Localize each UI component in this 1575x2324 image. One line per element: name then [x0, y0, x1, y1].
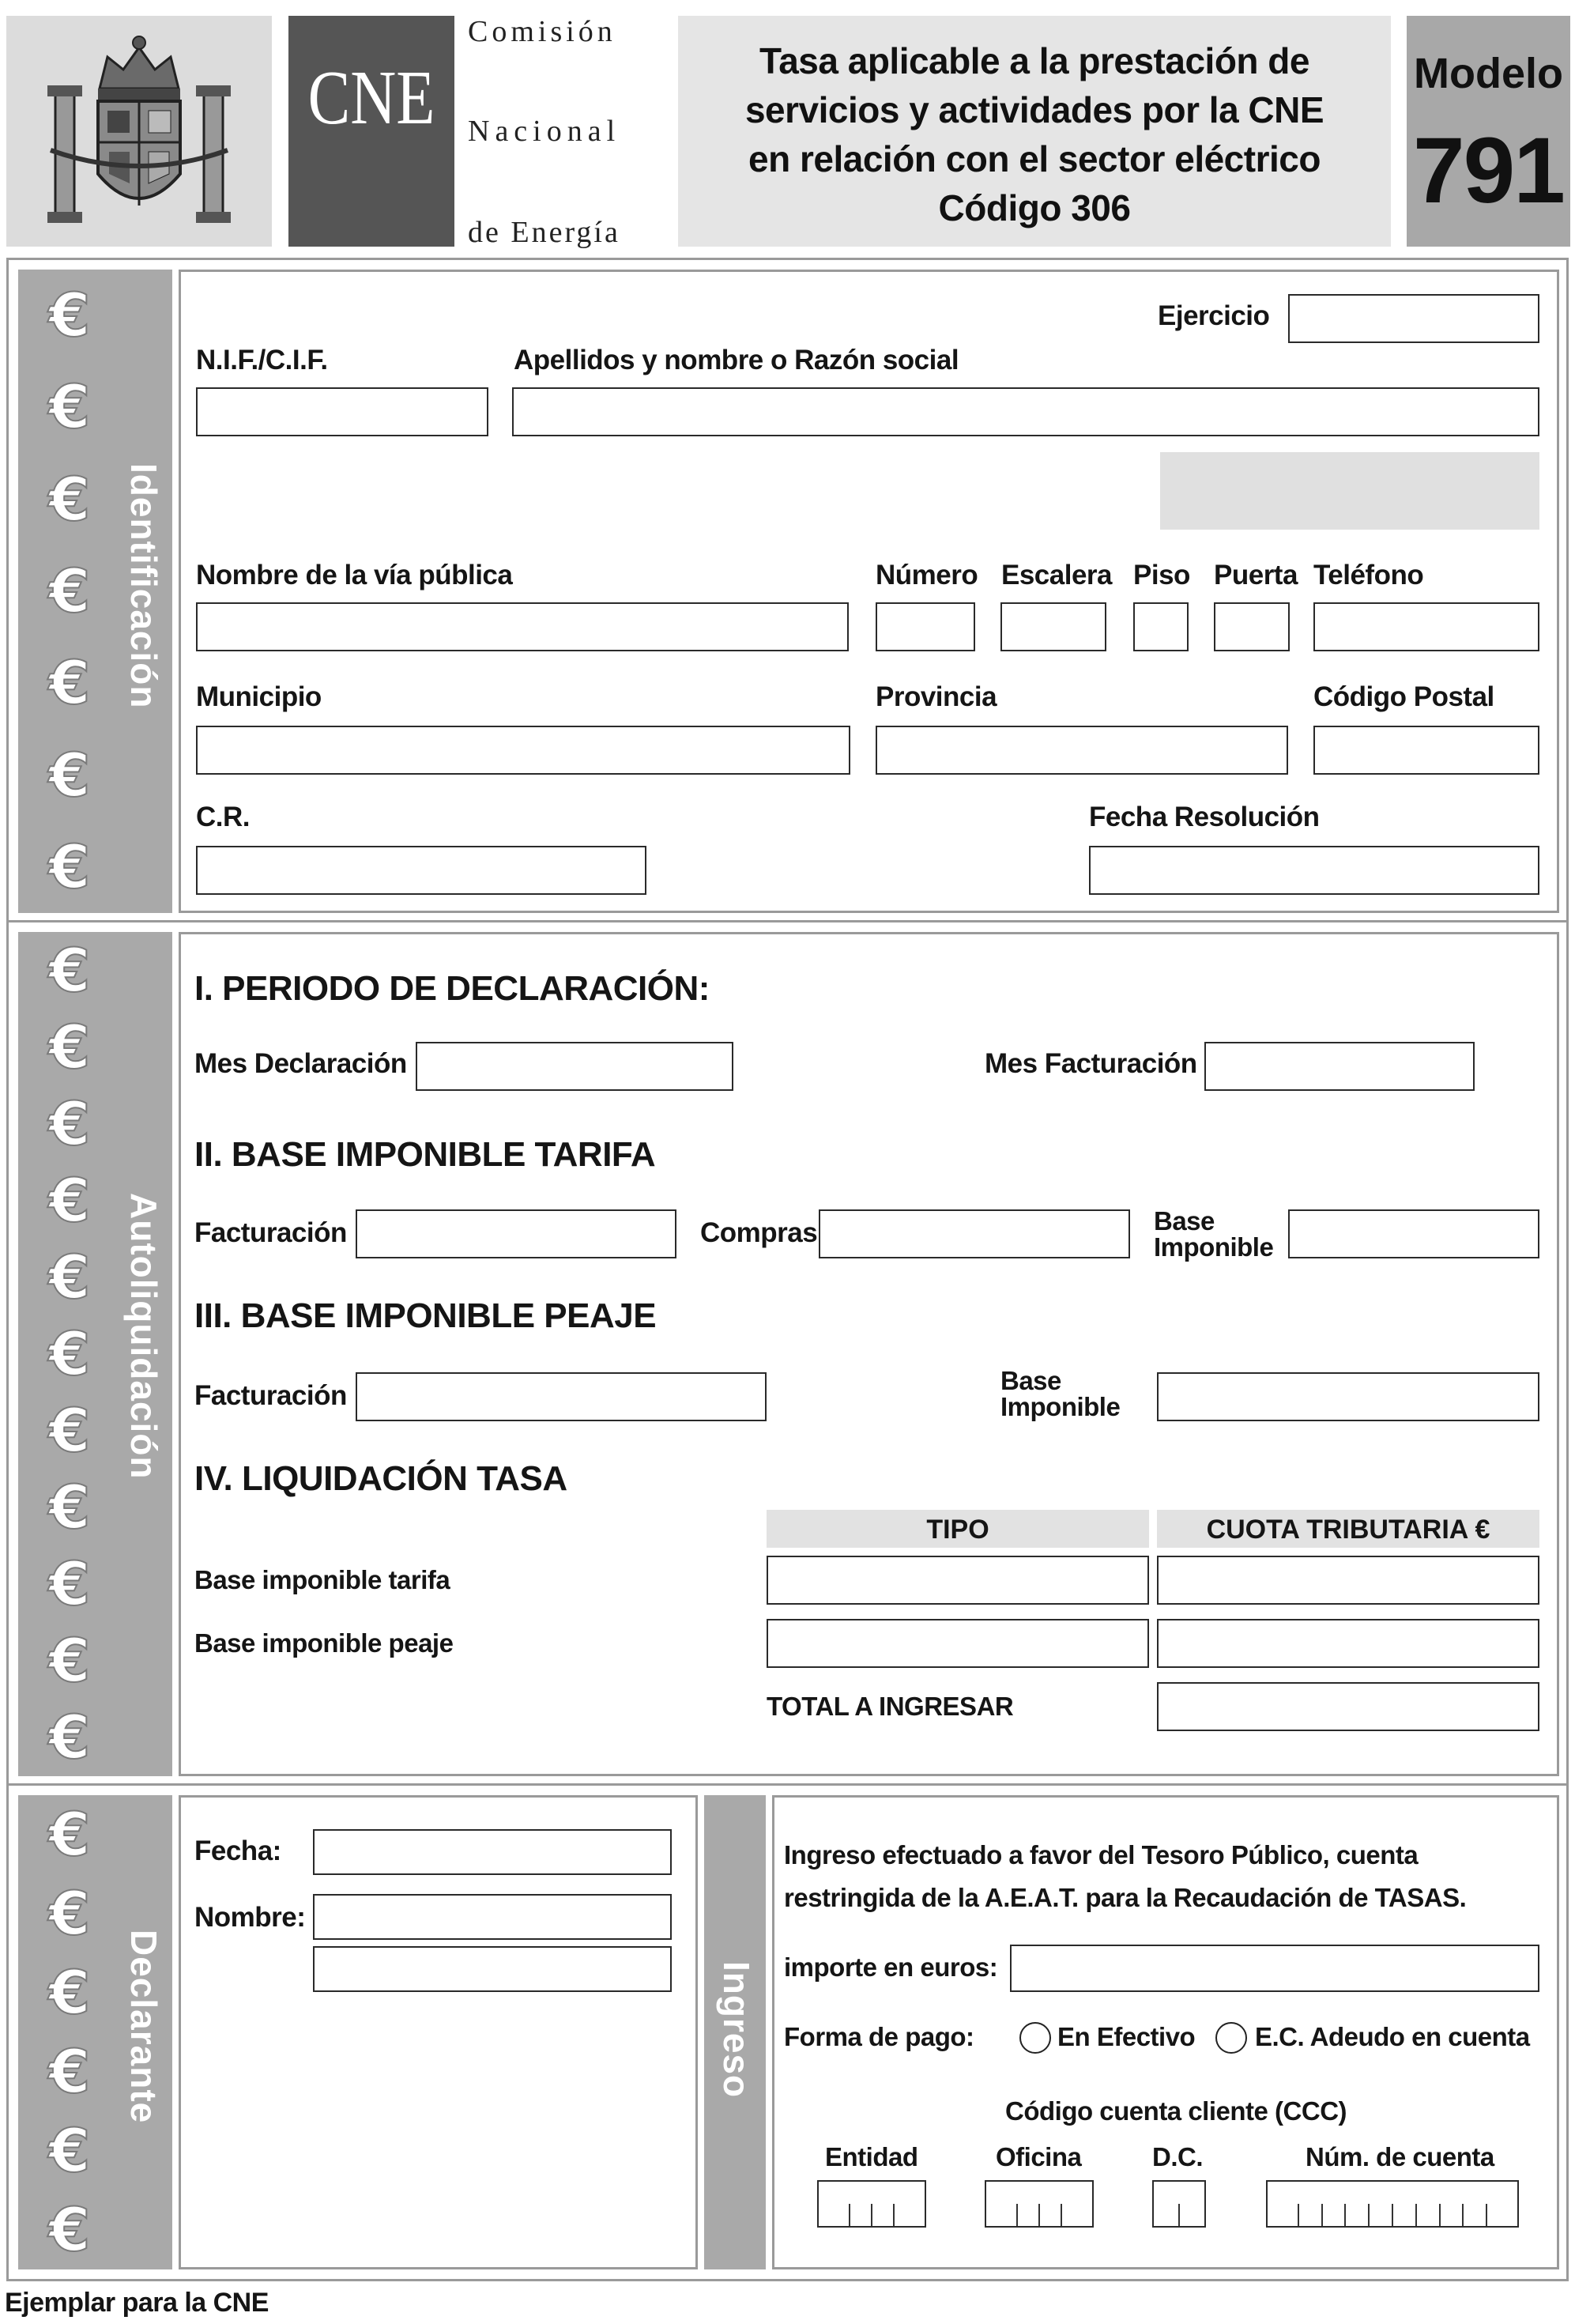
- piso-label: Piso: [1133, 560, 1190, 590]
- fecha-resolucion-label: Fecha Resolución: [1089, 802, 1320, 832]
- total-ingresar-label: TOTAL A INGRESAR: [767, 1692, 1014, 1721]
- numero-field[interactable]: [876, 602, 975, 651]
- codigo-postal-field[interactable]: [1313, 726, 1539, 775]
- declarante-side-bar: [18, 1795, 172, 2269]
- entidad-label: Entidad: [825, 2142, 918, 2171]
- coat-of-arms-icon: [6, 16, 272, 247]
- tarifa-facturacion-field[interactable]: [356, 1209, 676, 1258]
- euro-icon: €: [48, 1088, 91, 1159]
- euro-icon: €: [48, 1878, 91, 1949]
- euro-icon: €: [48, 831, 91, 902]
- puerta-label: Puerta: [1214, 560, 1298, 590]
- peaje-base-imponible-field[interactable]: [1157, 1372, 1539, 1421]
- identificacion-side-label: Identificación: [123, 463, 164, 709]
- base-word: Base: [1154, 1206, 1215, 1236]
- model-label: Modelo: [1414, 50, 1563, 97]
- title-line-1: Tasa aplicable a la prestación de: [759, 40, 1309, 81]
- peaje-facturacion-field[interactable]: [356, 1372, 767, 1421]
- en-efectivo-label: En Efectivo: [1057, 2022, 1196, 2051]
- imponible-word: Imponible: [1000, 1392, 1121, 1421]
- cr-field[interactable]: [196, 846, 646, 895]
- total-ingresar-field[interactable]: [1157, 1682, 1539, 1731]
- euro-column: [18, 270, 121, 913]
- ejercicio-label: Ejercicio: [1158, 300, 1270, 331]
- fecha-label: Fecha:: [194, 1835, 281, 1866]
- euro-icon: €: [48, 2036, 91, 2107]
- compras-label: Compras: [700, 1217, 818, 1248]
- peaje-facturacion-label: Facturación: [194, 1380, 347, 1411]
- cr-label: C.R.: [196, 802, 250, 832]
- euro-column: [18, 932, 121, 1776]
- base-word: Base: [1000, 1366, 1061, 1395]
- piso-field[interactable]: [1133, 602, 1189, 651]
- agency-line-1: Comisión: [468, 15, 616, 48]
- numero-label: Número: [876, 560, 978, 590]
- escalera-label: Escalera: [1001, 560, 1113, 590]
- codigo-postal-label: Código Postal: [1313, 681, 1494, 712]
- via-publica-field[interactable]: [196, 602, 849, 651]
- oficina-label: Oficina: [996, 2142, 1082, 2171]
- provincia-field[interactable]: [876, 726, 1288, 775]
- fecha-resolucion-field[interactable]: [1089, 846, 1539, 895]
- agency-name: [466, 8, 664, 253]
- dc-field[interactable]: [1152, 2180, 1206, 2228]
- municipio-label: Municipio: [196, 681, 322, 712]
- tarifa-cuota-field[interactable]: [1157, 1556, 1539, 1605]
- ingreso-side-bar: [704, 1795, 766, 2269]
- tarifa-tipo-field[interactable]: [767, 1556, 1149, 1605]
- reserved-shaded-area: [1160, 452, 1539, 530]
- en-efectivo-radio[interactable]: [1019, 2022, 1051, 2054]
- forma-pago-label: Forma de pago:: [784, 2022, 974, 2051]
- ccc-label: Código cuenta cliente (CCC): [1005, 2096, 1347, 2126]
- nombre-field[interactable]: [313, 1894, 672, 1940]
- euro-icon: €: [48, 1957, 91, 2028]
- num-cuenta-field[interactable]: [1266, 2180, 1519, 2228]
- base-tarifa-title: II. BASE IMPONIBLE TARIFA: [194, 1135, 656, 1174]
- mes-declaracion-label: Mes Declaración: [194, 1048, 407, 1079]
- nombre-label: Nombre:: [194, 1902, 306, 1933]
- euro-icon: €: [48, 1472, 91, 1543]
- euro-icon: €: [48, 555, 91, 626]
- title-line-2: servicios y actividades por la CNE: [744, 89, 1324, 130]
- euro-icon: €: [48, 934, 91, 1005]
- euro-icon: €: [48, 2115, 91, 2186]
- ejercicio-field[interactable]: [1288, 294, 1539, 343]
- cuota-header-text: CUOTA TRIBUTARIA €: [1206, 1515, 1490, 1545]
- escalera-field[interactable]: [1000, 602, 1106, 651]
- agency-line-3: de Energía: [468, 216, 620, 249]
- nif-field[interactable]: [196, 387, 488, 436]
- base-peaje-title: III. BASE IMPONIBLE PEAJE: [194, 1296, 657, 1335]
- title-line-3: en relación con el sector eléctrico: [748, 138, 1321, 179]
- compras-field[interactable]: [819, 1209, 1130, 1258]
- euro-column: [18, 1795, 121, 2269]
- mes-declaracion-field[interactable]: [416, 1042, 733, 1091]
- euro-icon: €: [48, 1318, 91, 1389]
- nombre-field-line-2[interactable]: [313, 1946, 672, 1992]
- adeudo-cuenta-radio[interactable]: [1215, 2022, 1247, 2054]
- oficina-field[interactable]: [985, 2180, 1094, 2228]
- euro-icon: €: [48, 1549, 91, 1620]
- ingreso-intro-line-2: restringida de la A.E.A.T. para la Recaudación de TASAS.: [784, 1883, 1467, 1912]
- agency-line-2: Nacional: [468, 115, 621, 148]
- cuota-column-header: [1157, 1510, 1539, 1548]
- cne-logo-text: CNE: [307, 55, 435, 141]
- model-number: 791: [1413, 119, 1564, 223]
- peaje-tipo-field[interactable]: [767, 1619, 1149, 1668]
- autoliquidacion-side-bar: [18, 932, 172, 1776]
- euro-icon: €: [48, 1702, 91, 1773]
- imponible-word: Imponible: [1154, 1232, 1274, 1262]
- euro-icon: €: [48, 1625, 91, 1696]
- base-imponible-peaje-row-label: Base imponible peaje: [194, 1628, 454, 1658]
- fecha-field[interactable]: [313, 1829, 672, 1875]
- importe-euros-label: importe en euros:: [784, 1952, 998, 1982]
- peaje-base-imponible-label: [1000, 1368, 1120, 1420]
- euro-icon: €: [48, 647, 91, 719]
- tarifa-base-imponible-label: [1154, 1208, 1273, 1260]
- razon-social-label: Apellidos y nombre o Razón social: [514, 345, 959, 375]
- tipo-header-text: TIPO: [926, 1515, 989, 1545]
- nif-label: N.I.F./C.I.F.: [196, 345, 328, 375]
- tipo-column-header: [767, 1510, 1149, 1548]
- adeudo-cuenta-label: E.C. Adeudo en cuenta: [1255, 2022, 1530, 2051]
- peaje-cuota-field[interactable]: [1157, 1619, 1539, 1668]
- euro-icon: €: [48, 1164, 91, 1236]
- ingreso-intro-line-1: Ingreso efectuado a favor del Tesoro Público, cuenta: [784, 1840, 1419, 1869]
- entidad-field[interactable]: [817, 2180, 926, 2228]
- euro-icon: €: [48, 372, 91, 443]
- euro-icon: €: [48, 2194, 91, 2265]
- municipio-field[interactable]: [196, 726, 850, 775]
- euro-icon: €: [48, 1799, 91, 1869]
- model-panel: [1407, 16, 1570, 247]
- mes-facturacion-field[interactable]: [1204, 1042, 1475, 1091]
- razon-social-field[interactable]: [512, 387, 1539, 436]
- tarifa-facturacion-label: Facturación: [194, 1217, 347, 1248]
- dc-label: D.C.: [1152, 2142, 1203, 2171]
- coat-of-arms-panel: [6, 16, 272, 247]
- num-cuenta-label: Núm. de cuenta: [1306, 2142, 1494, 2171]
- via-publica-label: Nombre de la vía pública: [196, 560, 513, 590]
- ingreso-side-label: Ingreso: [716, 1961, 757, 2099]
- euro-icon: €: [48, 1241, 91, 1312]
- footer-copy-label: Ejemplar para la CNE: [5, 2288, 269, 2318]
- mes-facturacion-label: Mes Facturación: [985, 1048, 1197, 1079]
- declarante-side-label: Declarante: [123, 1930, 164, 2124]
- euro-icon: €: [48, 1011, 91, 1082]
- euro-icon: €: [48, 1395, 91, 1466]
- telefono-label: Teléfono: [1313, 560, 1424, 590]
- tarifa-base-imponible-field[interactable]: [1288, 1209, 1539, 1258]
- cne-logo: [288, 16, 454, 247]
- identificacion-side-bar: [18, 270, 172, 913]
- euro-icon: €: [48, 463, 91, 534]
- telefono-field[interactable]: [1313, 602, 1539, 651]
- puerta-field[interactable]: [1214, 602, 1290, 651]
- liquidacion-tasa-title: IV. LIQUIDACIÓN TASA: [194, 1459, 567, 1498]
- euro-icon: €: [48, 280, 91, 351]
- importe-euros-field[interactable]: [1010, 1945, 1539, 1992]
- base-imponible-tarifa-row-label: Base imponible tarifa: [194, 1565, 450, 1594]
- euro-icon: €: [48, 739, 91, 810]
- provincia-label: Provincia: [876, 681, 997, 712]
- form-title: [678, 36, 1391, 232]
- periodo-declaracion-title: I. PERIODO DE DECLARACIÓN:: [194, 969, 710, 1008]
- form-title-panel: [678, 16, 1391, 247]
- title-line-4: Código 306: [938, 187, 1131, 228]
- autoliquidacion-side-label: Autoliquidación: [123, 1193, 164, 1480]
